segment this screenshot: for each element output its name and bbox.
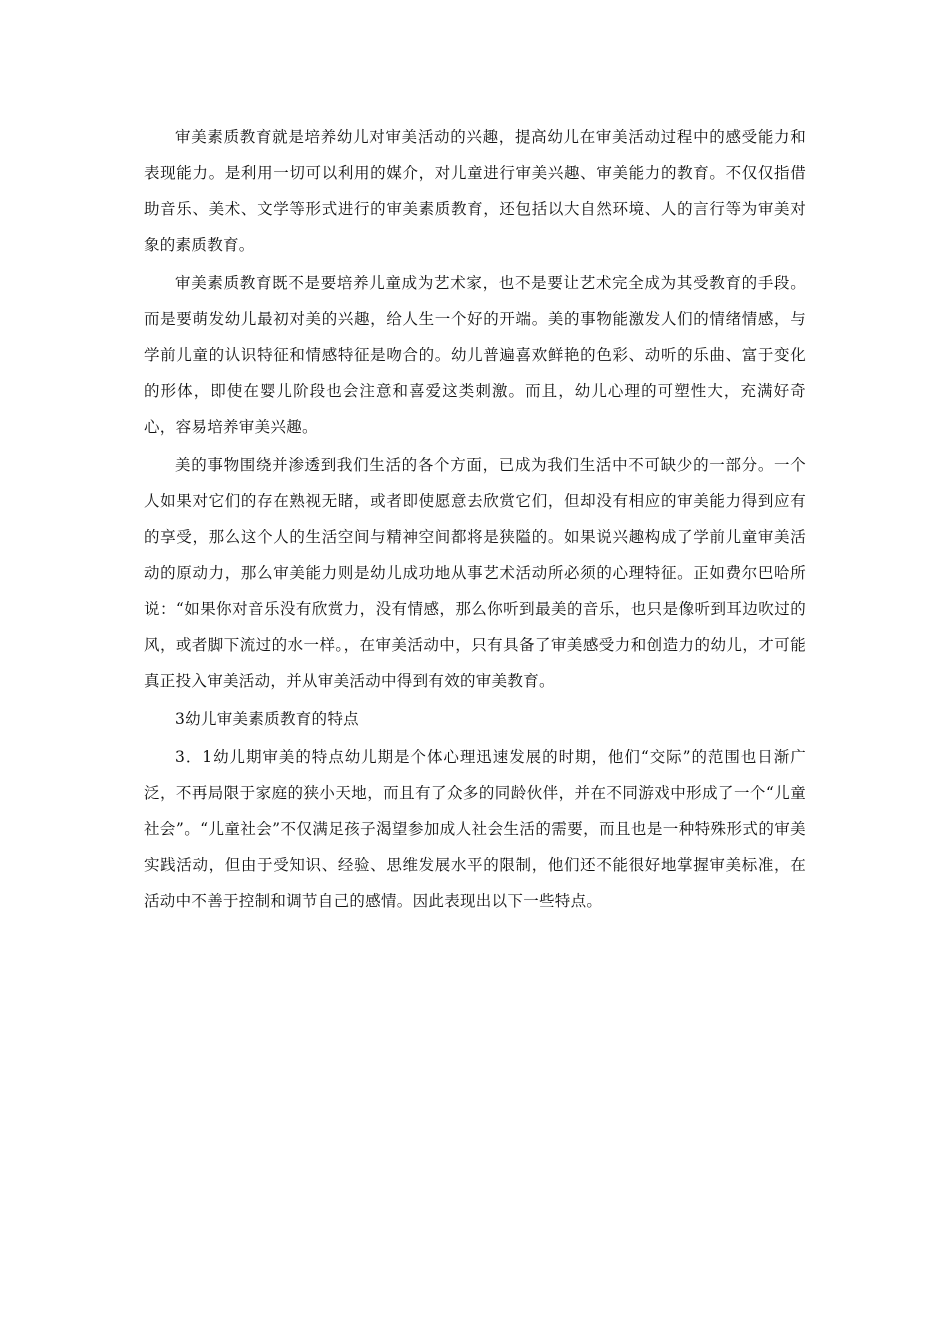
paragraph-aesthetic-definition: 审美素质教育就是培养幼儿对审美活动的兴趣，提高幼儿在审美活动过程中的感受能力和表现能力。是利用一切可以利用的媒介，对儿童进行审美兴趣、审美能力的教育。不仅仅指借助音乐、美术、文学等形式进行的审美素质教育，还包括以大自然环境、人的言行等为审美对象的素质教育。	[144, 128, 806, 254]
section-heading: 3幼儿审美素质教育的特点	[175, 710, 359, 728]
paragraph-aesthetic-ability: 美的事物围绕并渗透到我们生活的各个方面，已成为我们生活中不可缺少的一部分。一个人如果对它们的存在熟视无睹，或者即使愿意去欣赏它们，但却没有相应的审美能力得到应有的享受，那么这个人的生活空间与精神空间都将是狭隘的。如果说兴趣构成了学前儿童审美活动的原动力，那么审美能力则是幼儿成功地从事艺术活动所必须的心理特征。正如费尔巴哈所说：“如果你对音乐没有欣赏力，没有情感，那么你听到最美的音乐，也只是像听到耳边吹过的风，或者脚下流过的水一样。，在审美活动中，只有具备了审美感受力和创造力的幼儿，才可能真正投入审美活动，并从审美活动中得到有效的审美教育。	[144, 456, 806, 690]
document-body	[144, 119, 806, 919]
paragraph-aesthetic-purpose: 审美素质教育既不是要培养儿童成为艺术家，也不是要让艺术完全成为其受教育的手段。而是要萌发幼儿最初对美的兴趣，给人生一个好的开端。美的事物能激发人们的情绪情感，与学前儿童的认识特征和情感特征是吻合的。幼儿普遍喜欢鲜艳的色彩、动听的乐曲、富于变化的形体，即使在婴儿阶段也会注意和喜爱这类刺激。而且，幼儿心理的可塑性大，充满好奇心，容易培养审美兴趣。	[144, 274, 806, 436]
paragraph-early-childhood-traits: 3．1幼儿期审美的特点幼儿期是个体心理迅速发展的时期，他们“交际”的范围也日渐广泛，不再局限于家庭的狭小天地，而且有了众多的同龄伙伴，并在不同游戏中形成了一个“儿童社会”。“儿童社会”不仅满足孩子渴望参加成人社会生活的需要，而且也是一种特殊形式的审美实践活动，但由于受知识、经验、思维发展水平的限制，他们还不能很好地掌握审美标准，在活动中不善于控制和调节自己的感情。因此表现出以下一些特点。	[144, 748, 806, 910]
